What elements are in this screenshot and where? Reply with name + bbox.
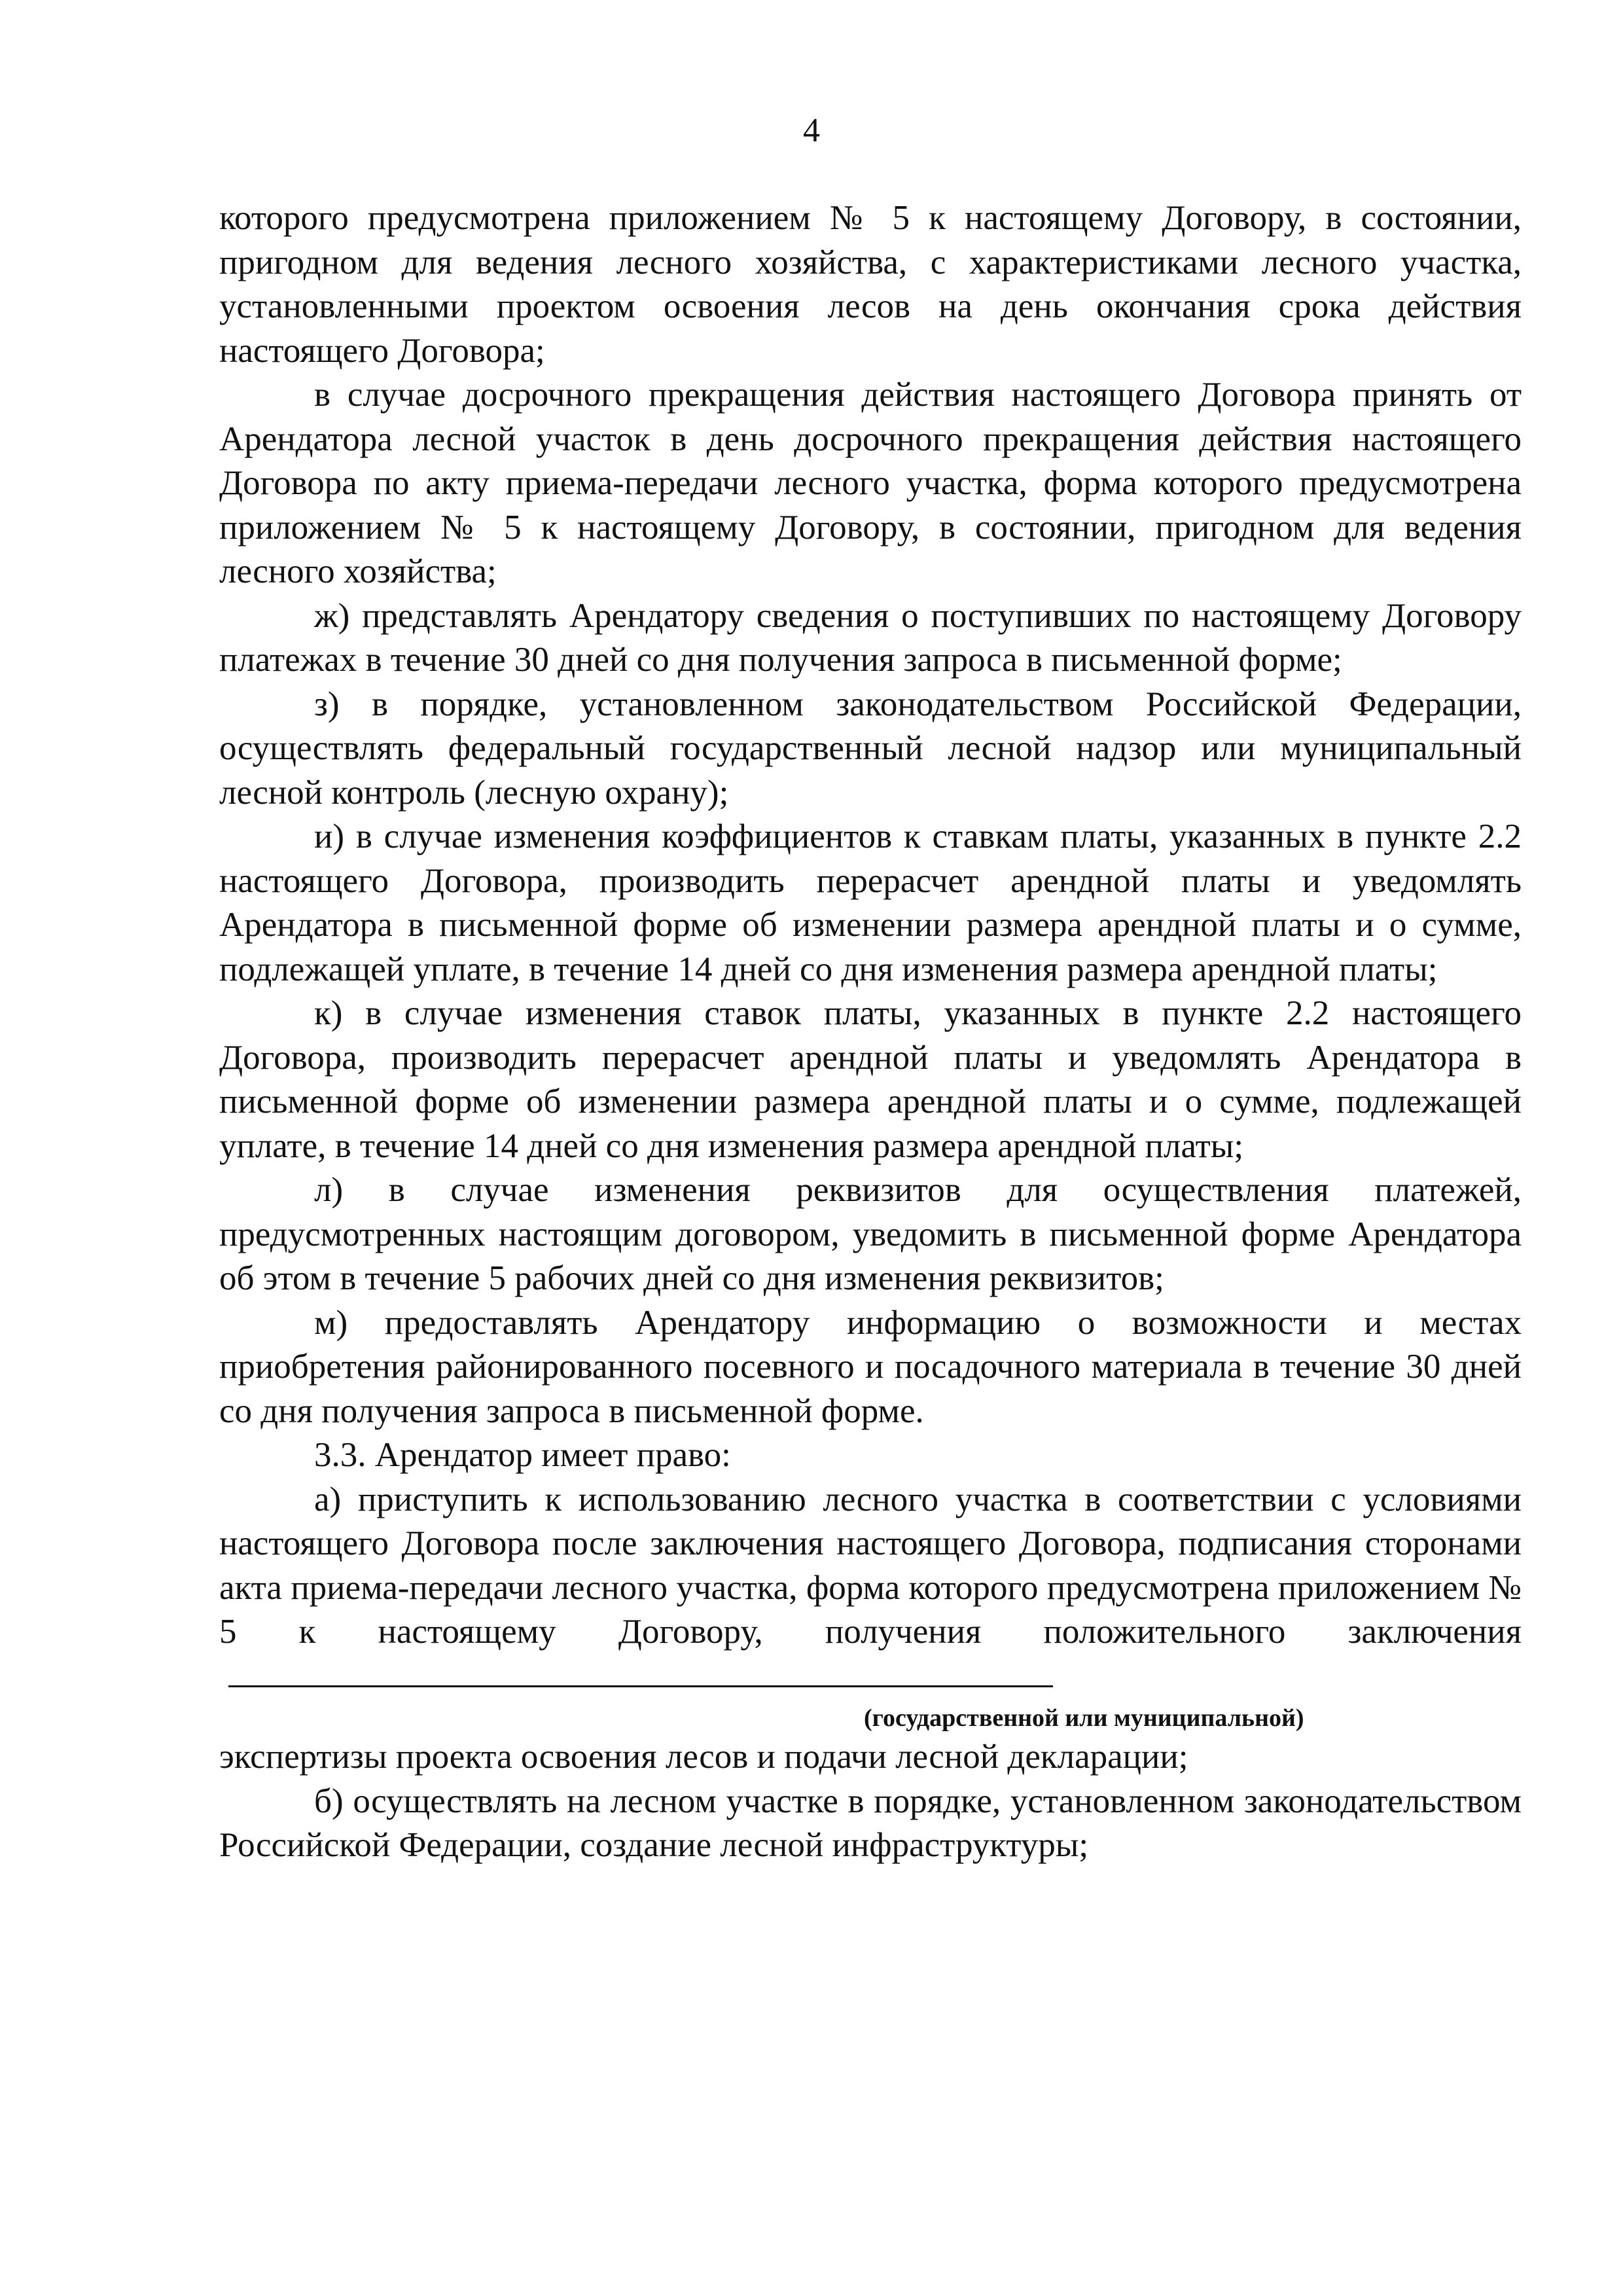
paragraph-m: м) предоставлять Арендатору информацию о возможности и местах приобретения районированного посевного и посадочного материала в течение 30 дней со дня получения запроса в письменной форме. xyxy=(219,1303,1522,1430)
paragraph-k: к) в случае изменения ставок платы, указанных в пункте 2.2 настоящего Договора, производить перерасчет арендной платы и уведомлять Арендатора в письменной форме об изменении размера арендной платы и о сумме, подлежащей уплате, в течение 14 дней со дня изменения размера арендной платы; xyxy=(219,994,1522,1165)
paragraph-zh: ж) представлять Арендатору сведения о поступивших по настоящему Договору платежах в течение 30 дней со дня получения запроса в письменной форме; xyxy=(219,596,1522,679)
section-heading-3-3: 3.3. Арендатор имеет право: xyxy=(314,1436,731,1474)
document-body xyxy=(219,196,1522,1868)
page-number: 4 xyxy=(803,112,820,149)
paragraph-l: л) в случае изменения реквизитов для осуществления платежей, предусмотренных настоящим договором, уведомить в письменной форме Арендатора об этом в течение 5 рабочих дней со дня изменения реквизитов; xyxy=(219,1171,1522,1297)
paragraph-z: з) в порядке, установленном законодательством Российской Федерации, осуществлять федеральный государственный лесной надзор или муниципальный лесной контроль (лесную охрану); xyxy=(219,685,1522,812)
paragraph-early-termination: в случае досрочного прекращения действия настоящего Договора принять от Арендатора лесной участок в день досрочного прекращения действия настоящего Договора по акту приема-передачи лесного участка, форма которого предусмотрена приложением № 5 к настоящему Договору, в состоянии, пригодном для ведения лесного хозяйства; xyxy=(219,376,1522,590)
blank-field-hint: (государственной или муниципальной) xyxy=(864,1704,1304,1732)
fill-in-blank-line xyxy=(228,1656,1053,1687)
paragraph-a-continuation: экспертизы проекта освоения лесов и подачи лесной декларации; xyxy=(219,1738,1188,1776)
paragraph-a xyxy=(219,1478,1522,1699)
paragraph-a-text: а) приступить к использованию лесного участка в соответствии с условиями настоящего Договора после заключения настоящего Договора, подписания сторонами акта приема-передачи лесного участка, форма которого предусмотрена приложением № 5 к настоящему Договору, получения положительного заключения xyxy=(219,1480,1522,1651)
paragraph-continuation: которого предусмотрена приложением № 5 к настоящему Договору, в состоянии, пригодном для ведения лесного хозяйства, с характеристиками лесного участка, установленными проектом освоения лесов на день окончания срока действия настоящего Договора; xyxy=(219,199,1522,370)
paragraph-i: и) в случае изменения коэффициентов к ставкам платы, указанных в пункте 2.2 настоящего Договора, производить перерасчет арендной платы и уведомлять Арендатора в письменной форме об изменении размера арендной платы и о сумме, подлежащей уплате, в течение 14 дней со дня изменения размера арендной платы; xyxy=(219,817,1522,988)
paragraph-b: б) осуществлять на лесном участке в порядке, установленном законодательством Российской Федерации, создание лесной инфраструктуры; xyxy=(219,1782,1522,1864)
